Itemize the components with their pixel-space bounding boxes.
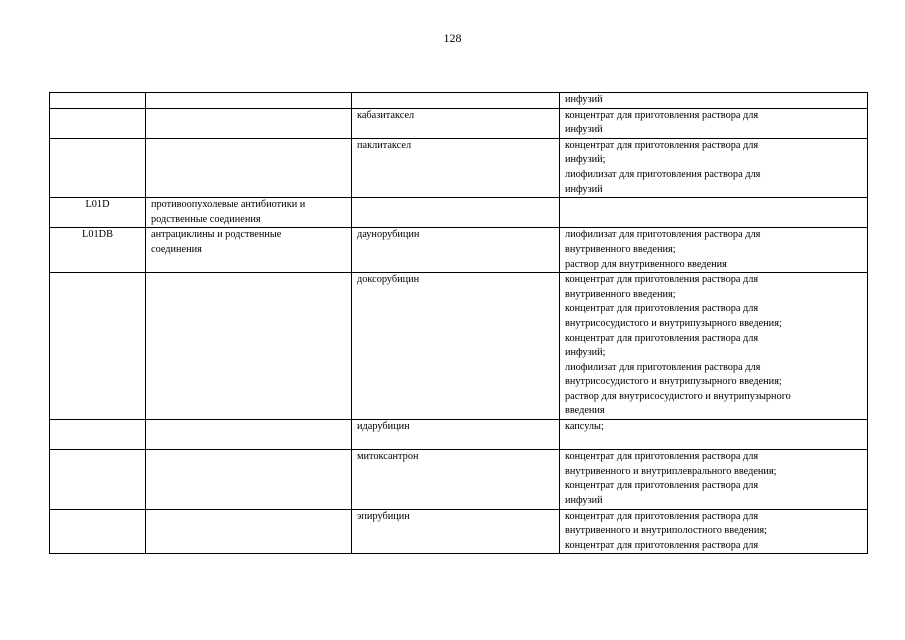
drug-name-cell: эпирубицин (352, 509, 560, 554)
dosage-form-line: концентрат для приготовления раствора для (565, 274, 759, 286)
dosage-form-line (565, 435, 862, 450)
group-name-cell (146, 108, 352, 138)
drug-name-cell: паклитаксел (352, 138, 560, 197)
dosage-form-line: капсулы; (565, 421, 604, 433)
page-number: 128 (443, 31, 462, 45)
drug-name-cell: кабазитаксел (352, 108, 560, 138)
dosage-form-line: раствор для внутривенного введения (565, 258, 727, 270)
dosage-form-line: внутривенного и внутриплеврального введения; (565, 465, 777, 477)
group-name-cell (146, 450, 352, 509)
atc-code-cell: L01DB (50, 228, 146, 273)
table-row (50, 108, 868, 138)
drug-name-cell: идарубицин (352, 420, 560, 450)
dosage-forms-cell (560, 228, 868, 273)
dosage-form-line: лиофилизат для приготовления раствора для (565, 168, 761, 180)
table-body (50, 93, 868, 554)
drug-name-cell: даунорубицин (352, 228, 560, 273)
dosage-form-line: инфузий (565, 183, 603, 195)
table-row (50, 198, 868, 228)
group-name-cell (146, 228, 352, 273)
table-row (50, 228, 868, 273)
dosage-form-line: введения (565, 405, 605, 417)
table-row (50, 420, 868, 450)
group-name-cell (146, 138, 352, 197)
dosage-forms-cell (560, 273, 868, 420)
group-name-cell (146, 273, 352, 420)
group-name-cell (146, 509, 352, 554)
dosage-form-line: концентрат для приготовления раствора для (565, 510, 759, 522)
drug-table (49, 92, 868, 554)
dosage-form-line: инфузий; (565, 154, 606, 166)
dosage-form-line: концентрат для приготовления раствора для (565, 332, 759, 344)
table-row (50, 450, 868, 509)
dosage-forms-cell (560, 198, 868, 228)
table-row (50, 273, 868, 420)
atc-code-cell (50, 273, 146, 420)
group-name-cell (146, 93, 352, 109)
dosage-forms-cell (560, 420, 868, 450)
table-row (50, 93, 868, 109)
dosage-form-line: раствор для внутрисосудистого и внутрипузырного (565, 390, 791, 402)
group-name-line: антрациклины и родственные (151, 229, 282, 241)
dosage-form-line: концентрат для приготовления раствора для (565, 480, 759, 492)
atc-code-cell: L01D (50, 198, 146, 228)
group-name-cell (146, 198, 352, 228)
drug-name-cell (352, 198, 560, 228)
group-name-line: соединения (151, 243, 202, 255)
dosage-form-line: инфузий (565, 124, 603, 136)
dosage-form-line: концентрат для приготовления раствора для (565, 139, 759, 151)
dosage-form-line: инфузий; (565, 347, 606, 359)
dosage-form-line: внутривенного введения; (565, 243, 676, 255)
dosage-form-line: инфузий (565, 94, 603, 105)
atc-code-cell (50, 420, 146, 450)
dosage-form-line: внутривенного введения; (565, 288, 676, 300)
drug-name-cell (352, 93, 560, 109)
group-name-line: противоопухолевые антибиотики и (151, 199, 306, 211)
dosage-form-line: концентрат для приготовления раствора для (565, 451, 759, 463)
atc-code-cell (50, 450, 146, 509)
atc-code-cell (50, 138, 146, 197)
dosage-form-line: внутрисосудистого и внутрипузырного введения; (565, 376, 782, 388)
table-row (50, 138, 868, 197)
atc-code-cell (50, 108, 146, 138)
group-name-cell (146, 420, 352, 450)
atc-code-cell (50, 509, 146, 554)
dosage-form-line: лиофилизат для приготовления раствора для (565, 361, 761, 373)
dosage-form-line: лиофилизат для приготовления раствора для (565, 229, 761, 241)
drug-name-cell: доксорубицин (352, 273, 560, 420)
dosage-forms-cell (560, 509, 868, 554)
dosage-form-line: концентрат для приготовления раствора для (565, 303, 759, 315)
dosage-forms-cell (560, 450, 868, 509)
dosage-forms-cell (560, 93, 868, 109)
group-name-line: родственные соединения (151, 213, 261, 225)
dosage-form-line: внутривенного и внутриполостного введения; (565, 525, 767, 537)
dosage-form-line: инфузий (565, 495, 603, 507)
dosage-form-line: концентрат для приготовления раствора для (565, 539, 759, 551)
table-row (50, 509, 868, 554)
dosage-form-line: концентрат для приготовления раствора для (565, 109, 759, 121)
dosage-forms-cell (560, 108, 868, 138)
dosage-form-line: внутрисосудистого и внутрипузырного введения; (565, 317, 782, 329)
atc-code-cell (50, 93, 146, 109)
drug-name-cell: митоксантрон (352, 450, 560, 509)
dosage-forms-cell (560, 138, 868, 197)
